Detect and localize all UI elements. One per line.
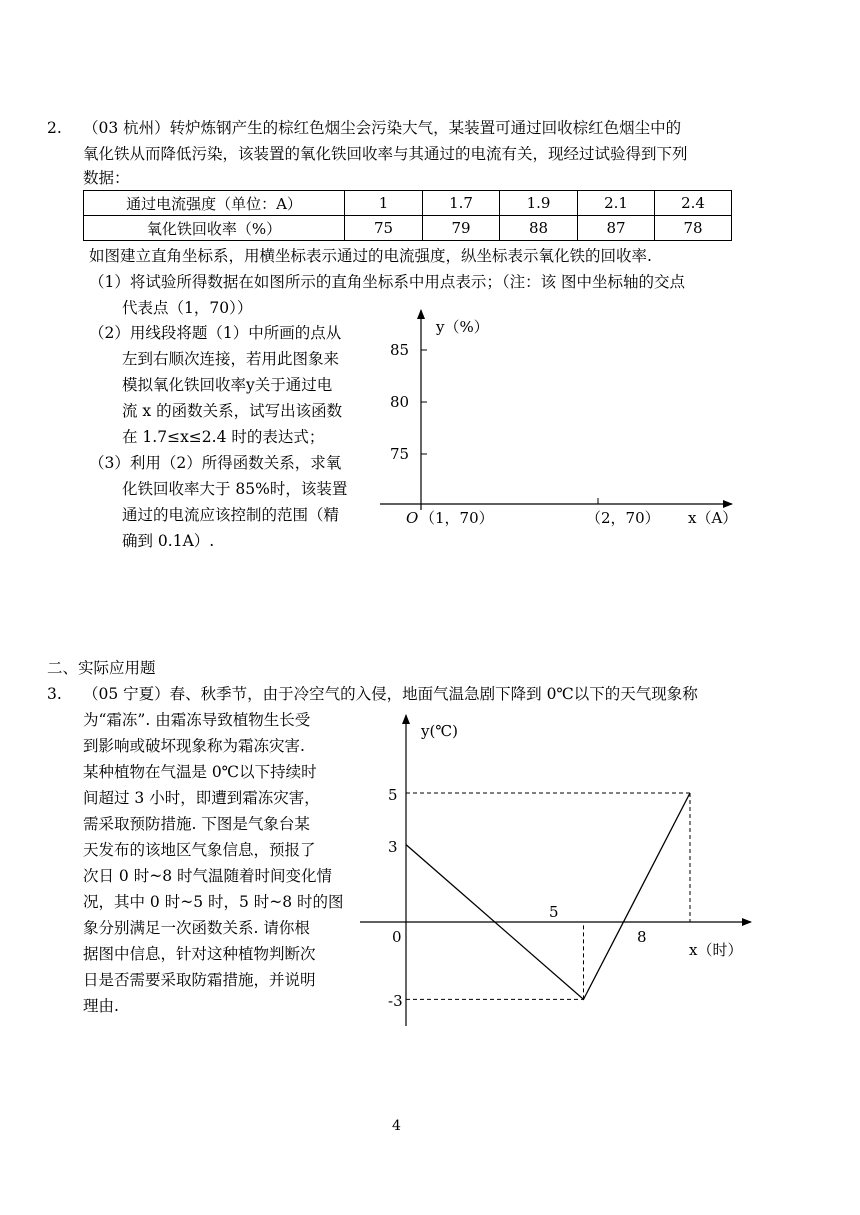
problem-2-line-1: （03 杭州）转炉炼钢产生的棕红色烟尘会污染大气，某装置可通过回收棕红色烟尘中的 (83, 119, 682, 137)
chart-1-coordinate-system (380, 305, 750, 535)
problem-2-line-3: 数据： (83, 169, 130, 187)
question-1-line-2: 代表点（1，70）） (122, 299, 253, 317)
table-cell: 87 (578, 216, 655, 241)
table-cell: 1.7 (423, 191, 500, 216)
problem-2-after-table: 如图建立直角坐标系，用横坐标表示通过的电流强度，纵坐标表示氧化铁的回收率. (89, 247, 652, 265)
question-3-line: （3）利用（2）所得函数关系，求氧 (89, 454, 342, 472)
chart-1-origin-point-label: （1，70） (420, 509, 494, 527)
chart-2-x-label: x（时） (689, 941, 743, 959)
question-2-line: 模拟氧化铁回收率y关于通过电 (122, 376, 333, 394)
table-cell: 79 (423, 216, 500, 241)
problem-3-body-line: 间超过 3 小时，即遭到霜冻灾害， (83, 789, 320, 807)
chart-1-x-label: x（A） (688, 509, 738, 527)
chart-1-origin-label: O (406, 509, 419, 527)
chart-1-y-tick-label: 80 (390, 393, 410, 411)
question-2-line: 在 1.7≤x≤2.4 时的表达式； (122, 428, 325, 446)
problem-3-body-line: 理由. (83, 997, 119, 1015)
chart-2-temperature (355, 712, 755, 1030)
question-2-line: （2）用线段将题（1）中所画的点从 (89, 324, 342, 342)
problem-3-body-line: 为“霜冻”. 由霜冻导致植物生长受 (83, 711, 311, 729)
question-3-line: 通过的电流应该控制的范围（精 (122, 506, 340, 524)
table-header-rate: 氧化铁回收率（%） (84, 216, 345, 241)
chart-1-y-tick-label: 75 (390, 445, 410, 463)
chart-2-y-tick-5: 5 (388, 786, 398, 804)
problem-3-body-line: 象分别满足一次函数关系. 请你根 (83, 919, 310, 937)
problem-3-body-line: 次日 0 时~8 时气温随着时间变化情 (83, 867, 332, 885)
table-cell: 78 (655, 216, 732, 241)
chart-2-y-tick-3: 3 (388, 838, 398, 856)
chart-1-x-point-label: （2，70） (586, 509, 660, 527)
chart-2-x-tick-5: 5 (549, 903, 559, 921)
problem-3-body-line: 况，其中 0 时~5 时，5 时~8 时的图 (83, 893, 344, 911)
table-cell: 1 (345, 191, 423, 216)
chart-2-x-tick-8: 8 (637, 928, 647, 946)
table-cell: 88 (500, 216, 578, 241)
table-row-current (84, 191, 732, 216)
problem-3-number: 3. (47, 685, 62, 703)
chart-2-y-tick-neg3: -3 (388, 992, 403, 1010)
problem-3-body-line: 据图中信息，针对这种植物判断次 (83, 945, 316, 963)
question-2-line: 流 x 的函数关系，试写出该函数 (122, 402, 343, 420)
question-1-line-1: （1）将试验所得数据在如图所示的直角坐标系中用点表示；（注：该 图中坐标轴的交点 (89, 273, 686, 291)
problem-3-body-line: 某种植物在气温是 0℃以下持续时 (83, 763, 317, 781)
question-2-line: 左到右顺次连接，若用此图象来 (122, 350, 340, 368)
question-3-line: 化铁回收率大于 85%时，该装置 (122, 480, 348, 498)
chart-2-series-line (406, 793, 690, 999)
chart-1-y-tick-label: 85 (390, 341, 410, 359)
table-row-rate (84, 216, 732, 241)
table-cell: 1.9 (500, 191, 578, 216)
problem-3-body-line: 日是否需要采取防霜措施，并说明 (83, 971, 316, 989)
data-table (83, 190, 732, 241)
chart-2-origin-label: 0 (392, 928, 402, 946)
problem-3-body-line: 天发布的该地区气象信息，预报了 (83, 841, 316, 859)
table-cell: 2.4 (655, 191, 732, 216)
problem-3-line-1: （05 宁夏）春、秋季节，由于冷空气的入侵，地面气温急剧下降到 0℃以下的天气现象称 (83, 685, 698, 703)
table-header-current: 通过电流强度（单位：A） (84, 191, 345, 216)
chart-1-y-label: y（%） (436, 318, 489, 336)
chart-2-marks (406, 793, 690, 999)
problem-3-body-line: 需采取预防措施. 下图是气象台某 (83, 815, 310, 833)
problem-2-number: 2. (47, 119, 62, 137)
problem-2-line-2: 氧化铁从而降低污染，该装置的氧化铁回收率与其通过的电流有关，现经过试验得到下列 (83, 145, 688, 163)
table-cell: 75 (345, 216, 423, 241)
table-cell: 2.1 (578, 191, 655, 216)
chart-2-y-label: y(℃) (421, 722, 458, 740)
problem-3-body-line: 到影响或破坏现象称为霜冻灾害. (83, 737, 305, 755)
question-3-line: 确到 0.1A）. (122, 532, 215, 550)
section-2-title: 二、实际应用题 (47, 659, 156, 677)
page-number: 4 (392, 1118, 401, 1134)
